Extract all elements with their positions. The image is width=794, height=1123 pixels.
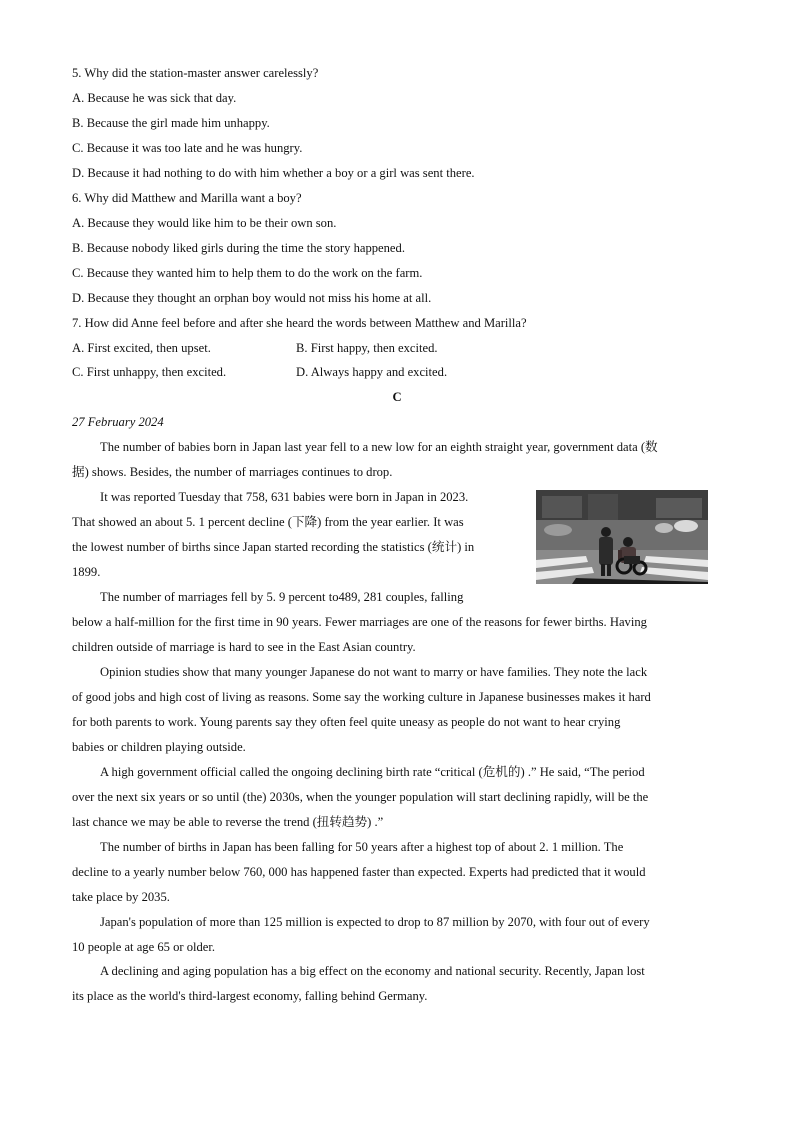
question-6-option-a: A. Because they would like him to be their own son. [72,216,337,230]
paragraph-line: for both parents to work. Young parents say they often feel quite uneasy as people do not want to hear crying [72,715,621,729]
paragraph-line: A declining and aging population has a big effect on the economy and national security. Recently, Japan lost [100,964,645,978]
question-5-option-c: C. Because it was too late and he was hungry. [72,141,303,155]
paragraph-line: The number of births in Japan has been falling for 50 years after a highest top of about 2. 1 million. The [100,840,624,854]
paragraph-line: The number of marriages fell by 5. 9 percent to489, 281 couples, falling [100,590,464,604]
paragraph-line: Japan's population of more than 125 million is expected to drop to 87 million by 2070, with four out of every [100,915,650,929]
question-6-option-c: C. Because they wanted him to help them to do the work on the farm. [72,266,423,280]
question-7-option-c: C. First unhappy, then excited. [72,365,227,379]
paragraph-line: its place as the world's third-largest economy, falling behind Germany. [72,989,428,1003]
paragraph-line: The number of babies born in Japan last year fell to a new low for an eighth straight year, government data (数 [100,440,658,454]
paragraph-line: decline to a yearly number below 760, 000 has happened faster than expected. Experts had predicted that it would [72,865,646,879]
paragraph-line: A high government official called the ongoing declining birth rate “critical (危机的) .” He said, “The period [100,765,645,779]
question-7-option-d: D. Always happy and excited. [296,365,448,379]
paragraph-line: 10 people at age 65 or older. [72,940,216,954]
paragraph-line: 据) shows. Besides, the number of marriages continues to drop. [72,465,393,479]
question-5-option-a: A. Because he was sick that day. [72,91,237,105]
question-6-option-b: B. Because nobody liked girls during the time the story happened. [72,241,405,255]
paragraph-line: It was reported Tuesday that 758, 631 babies were born in Japan in 2023. [100,490,469,504]
question-7-option-b: B. First happy, then excited. [296,341,438,355]
question-6-stem: 6. Why did Matthew and Marilla want a boy? [72,191,302,205]
article-date: 27 February 2024 [72,415,164,429]
question-5-option-d: D. Because it had nothing to do with him whether a boy or a girl was sent there. [72,166,475,180]
paragraph-line: take place by 2035. [72,890,170,904]
paragraph-line: children outside of marriage is hard to see in the East Asian country. [72,640,416,654]
paragraph-line: 1899. [72,565,101,579]
section-heading: C [392,390,402,404]
question-5-stem: 5. Why did the station-master answer carelessly? [72,66,319,80]
street-crossing-photo [536,490,708,584]
paragraph-line: That showed an about 5. 1 percent decline (下降) from the year earlier. It was [72,515,464,529]
paragraph-line: babies or children playing outside. [72,740,246,754]
question-6-option-d: D. Because they thought an orphan boy would not miss his home at all. [72,291,432,305]
paragraph-line: the lowest number of births since Japan started recording the statistics (统计) in [72,540,475,554]
paragraph-line: last chance we may be able to reverse the trend (扭转趋势) .” [72,815,384,829]
paragraph-line: over the next six years or so until (the) 2030s, when the younger population will start declining rapidly, will be the [72,790,649,804]
paragraph-line: below a half-million for the first time in 90 years. Fewer marriages are one of the reasons for fewer births. Having [72,615,647,629]
paragraph-line: of good jobs and high cost of living as reasons. Some say the working culture in Japanese businesses makes it hard [72,690,651,704]
question-5-option-b: B. Because the girl made him unhappy. [72,116,270,130]
question-7-stem: 7. How did Anne feel before and after she heard the words between Matthew and Marilla? [72,316,527,330]
question-7-option-a: A. First excited, then upset. [72,341,211,355]
paragraph-line: Opinion studies show that many younger Japanese do not want to marry or have families. They note the lack [100,665,648,679]
